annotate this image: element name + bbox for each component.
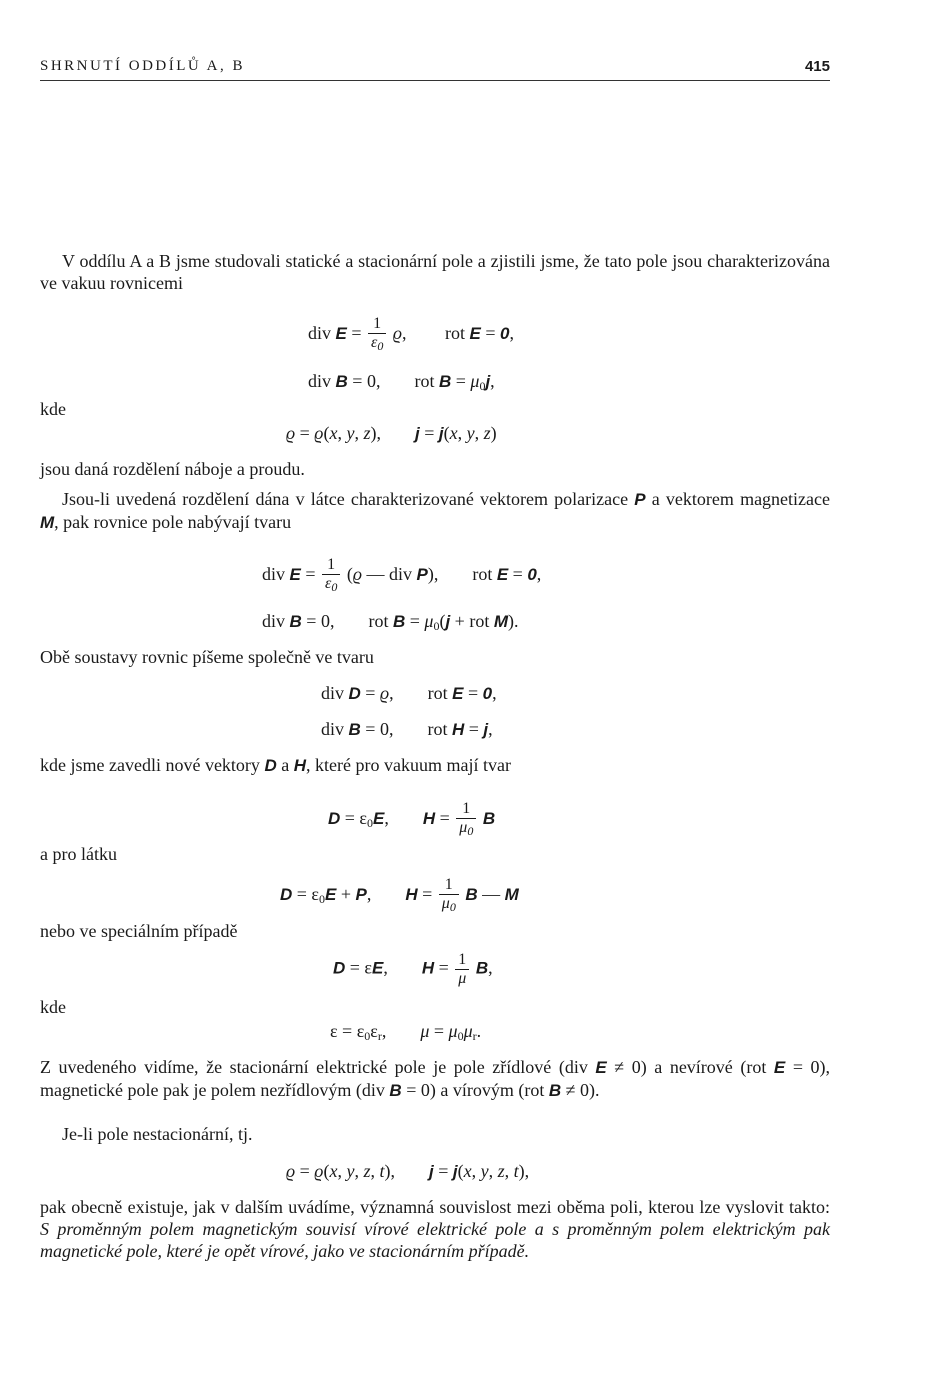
- equation-div-b-vacuum: div B = 0, rot $B = \mu_0j$,: [308, 371, 495, 393]
- paragraph-intro: V oddílu A a B jsme studovali statické a stacionární pole a zjistili jsme, že tato pole jsou charakterizována ve vakuu rovnicemi: [40, 251, 830, 293]
- equation-div-e-matter: div E = $\frac{1}{\varepsilon_0}$ (ϱ — div P), rot E = 0,: [262, 556, 542, 594]
- paragraph-specialni: nebo ve speciálním případě: [40, 921, 238, 941]
- paragraph-pak: pak obecně existuje, jak v dalším uvádíme, významná souvislost mezi oběma poli, kterou lze vyslovit takto: S proměnným polem magnetickým souvisí vírové elektrické pole a s proměnným polem elektrickým pak magnetické pole, které je opět vírové, jako ve stacionárním případě.: [40, 1197, 830, 1261]
- equation-nonstationary: ϱ = ϱ(x, y, z, t), j = j(x, y, z, t),: [286, 1161, 530, 1181]
- paragraph-zavedli: kde jsme zavedli nové vektory D a H, které pro vakuum mají tvar: [40, 755, 511, 775]
- equation-div-e-vacuum: div E = $\frac{1}{\varepsilon_0}$ ϱ, rot E = 0,: [308, 315, 514, 353]
- running-header: [40, 56, 830, 81]
- label-kde-2: kde: [40, 997, 66, 1017]
- equation-distributions: ϱ = ϱ(x, y, z), j = j(x, y, z): [286, 423, 497, 443]
- paragraph-jeli: Je-li pole nestacionární, tj.: [62, 1124, 253, 1144]
- paragraph-latku: a pro látku: [40, 844, 117, 864]
- equation-rot-h: div B = 0, rot H = j,: [321, 719, 493, 739]
- equation-permittivity: $\varepsilon = \varepsilon_0\varepsilon_r$, $\mu = \mu_0\mu_r$.: [330, 1021, 482, 1043]
- page-number: 415: [804, 58, 830, 75]
- running-title: SHRNUTÍ ODDÍLŮ A, B: [40, 58, 245, 74]
- label-kde-1: kde: [40, 399, 66, 419]
- equation-special-dh: D = εE, H = $\frac{1}{\mu}$ B,: [333, 951, 493, 987]
- paragraph-obe: Obě soustavy rovnic píšeme společně ve tvaru: [40, 647, 374, 667]
- equation-matter-dh: $D = \varepsilon_0E + P$, H = $\frac{1}{\mu_0}$ B — M: [280, 876, 519, 914]
- paragraph-dana: jsou daná rozdělení náboje a proudu.: [40, 459, 305, 479]
- equation-div-b-matter: div B = 0, rot $B = \mu_0(j$ + rot M).: [262, 611, 519, 633]
- equation-div-d: div D = ϱ, rot E = 0,: [321, 683, 497, 703]
- paragraph-jsouli: Jsou-li uvedená rozdělení dána v látce charakterizované vektorem polarizace P a vektorem magnetizace M, pak rovnice pole nabývají tvaru: [40, 489, 831, 532]
- paragraph-conclusion: Z uvedeného vidíme, že stacionární elektrické pole je pole zřídlové (div E ≠ 0) a nevírové (rot E = 0), magnetické pole pak je polem nezřídlovým (div B = 0) a vírovým (rot B ≠ 0).: [40, 1057, 831, 1100]
- equation-vacuum-dh: $D = \varepsilon_0E$, H = $\frac{1}{\mu_0}$ B: [328, 800, 496, 838]
